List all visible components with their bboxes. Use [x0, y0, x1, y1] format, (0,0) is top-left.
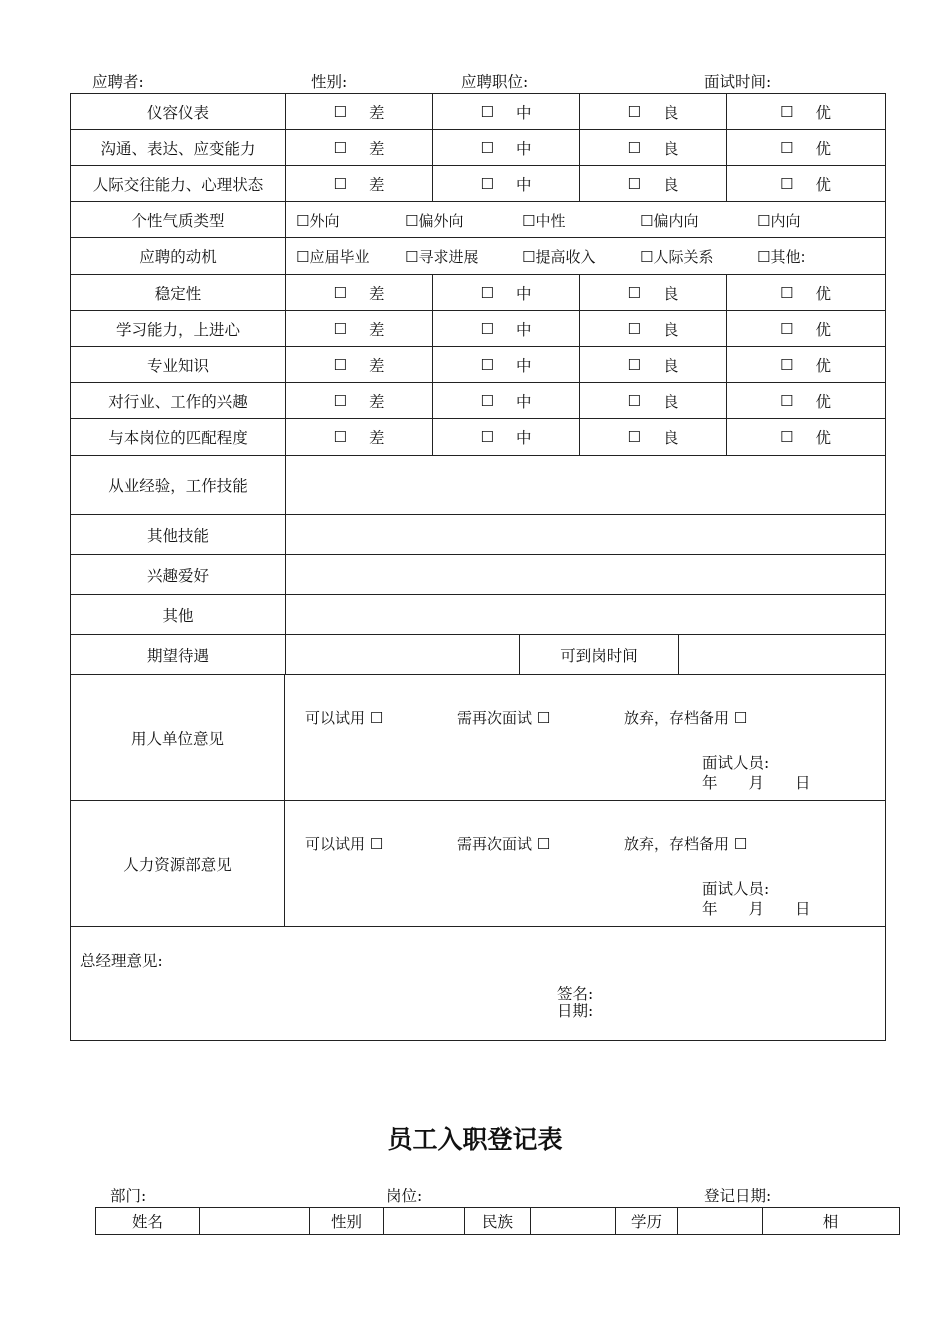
expected-salary-label: 期望待遇	[146, 646, 209, 665]
ethnicity-field[interactable]	[531, 1208, 615, 1233]
rating-option[interactable]	[727, 275, 884, 310]
checkbox-icon[interactable]: ☐	[780, 138, 794, 157]
rating-option[interactable]	[580, 275, 726, 310]
gender-label: 性别:	[311, 73, 348, 91]
rating-option-label: 中	[515, 428, 532, 447]
hr-date-label: 年 月 日	[702, 900, 811, 918]
checkbox-icon[interactable]: ☐	[333, 283, 347, 302]
ethnicity-label: 民族	[481, 1212, 513, 1231]
rating-option[interactable]	[580, 311, 726, 346]
motivation-option-graduate[interactable]: ☐应届毕业	[296, 248, 370, 266]
rating-row-label: 与本岗位的匹配程度	[108, 428, 248, 447]
hr-opinion-reinterview-option[interactable]: 需再次面试 ☐	[457, 835, 551, 853]
checkbox-icon[interactable]: ☐	[480, 174, 494, 193]
rating-option-label: 优	[815, 356, 831, 375]
rating-option[interactable]	[286, 347, 432, 382]
checkbox-icon[interactable]: ☐	[480, 427, 494, 446]
checkbox-icon[interactable]: ☐	[627, 319, 641, 338]
rating-option-label: 差	[368, 103, 385, 122]
motivation-option-income[interactable]: ☐提高收入	[522, 248, 596, 266]
checkbox-icon[interactable]: ☐	[780, 319, 794, 338]
personality-option-somewhat-extrovert[interactable]: ☐偏外向	[405, 212, 464, 230]
checkbox-icon[interactable]: ☐	[627, 102, 641, 121]
education-label: 学历	[630, 1212, 662, 1231]
checkbox-icon[interactable]: ☐	[333, 138, 347, 157]
checkbox-icon[interactable]: ☐	[480, 102, 494, 121]
rating-row-label: 专业知识	[146, 356, 209, 375]
rating-option-label: 差	[368, 320, 385, 339]
rating-option-label: 优	[815, 428, 831, 447]
checkbox-icon[interactable]: ☐	[780, 427, 794, 446]
rating-option-label: 优	[815, 139, 831, 158]
motivation-option-development[interactable]: ☐寻求进展	[405, 248, 479, 266]
rating-option-label: 中	[515, 356, 532, 375]
rating-option-label: 优	[815, 320, 831, 339]
row-line	[70, 926, 885, 927]
rating-row-label: 稳定性	[154, 284, 202, 303]
rating-option[interactable]	[286, 419, 432, 454]
checkbox-icon[interactable]: ☐	[780, 102, 794, 121]
rating-option-label: 中	[515, 139, 532, 158]
rating-option[interactable]	[433, 166, 579, 201]
checkbox-icon[interactable]: ☐	[627, 391, 641, 410]
gm-signature-label: 签名:	[557, 985, 594, 1003]
rating-option-label: 中	[515, 284, 532, 303]
rating-option[interactable]	[433, 383, 579, 418]
rating-option-label: 良	[662, 392, 679, 411]
rating-option[interactable]	[727, 311, 884, 346]
hr-opinion-archive-option[interactable]: 放弃，存档备用 ☐	[624, 835, 748, 853]
name-field[interactable]	[200, 1208, 309, 1233]
rating-option-label: 差	[368, 356, 385, 375]
other-skills-label: 其他技能	[146, 526, 209, 545]
hr-opinion-label: 人力资源部意见	[123, 855, 232, 874]
post-label: 岗位:	[386, 1187, 423, 1205]
available-date-label: 可到岗时间	[560, 646, 638, 665]
rating-option-label: 良	[662, 175, 679, 194]
checkbox-icon[interactable]: ☐	[480, 319, 494, 338]
hr-interviewer-label: 面试人员:	[702, 880, 770, 898]
rating-option-label: 良	[662, 356, 679, 375]
rating-option[interactable]	[727, 94, 884, 129]
rating-option-label: 良	[662, 284, 679, 303]
rating-option-label: 良	[662, 139, 679, 158]
rating-option[interactable]	[286, 383, 432, 418]
personality-option-extrovert[interactable]: ☐外向	[296, 212, 340, 230]
personality-option-somewhat-introvert[interactable]: ☐偏内向	[640, 212, 699, 230]
rating-row-label: 仪容仪表	[146, 103, 209, 122]
rating-option[interactable]	[727, 130, 884, 165]
hobbies-field[interactable]	[286, 555, 884, 594]
rating-option-label: 优	[815, 284, 831, 303]
rating-option[interactable]	[727, 419, 884, 454]
name-label: 姓名	[131, 1212, 163, 1231]
checkbox-icon[interactable]: ☐	[333, 427, 347, 446]
motivation-option-other[interactable]: ☐其他:	[757, 248, 806, 266]
experience-skills-label: 从业经验，工作技能	[108, 477, 248, 495]
rating-option[interactable]	[727, 166, 884, 201]
applicant-label: 应聘者:	[92, 73, 144, 91]
rating-row-label: 学习能力，上进心	[115, 320, 240, 339]
checkbox-icon[interactable]: ☐	[627, 138, 641, 157]
rating-option-label: 优	[815, 175, 831, 194]
rating-option[interactable]	[433, 130, 579, 165]
experience-skills-field[interactable]	[286, 456, 884, 514]
rating-row-label: 人际交往能力、心理状态	[92, 175, 264, 194]
hobbies-label: 兴趣爱好	[146, 566, 209, 585]
rating-option-label: 中	[515, 175, 532, 194]
rating-option-label: 良	[662, 428, 679, 447]
rating-option[interactable]	[580, 166, 726, 201]
rating-option-label: 良	[662, 320, 679, 339]
checkbox-icon[interactable]: ☐	[480, 355, 494, 374]
interview-time-label: 面试时间:	[704, 73, 772, 91]
checkbox-icon[interactable]: ☐	[627, 174, 641, 193]
personality-option-neutral[interactable]: ☐中性	[522, 212, 566, 230]
rating-option-label: 差	[368, 428, 385, 447]
personality-option-introvert[interactable]: ☐内向	[757, 212, 801, 230]
personality-label: 个性气质类型	[131, 211, 225, 230]
checkbox-icon[interactable]: ☐	[333, 319, 347, 338]
department-label: 部门:	[110, 1187, 147, 1205]
available-date-field[interactable]	[679, 635, 884, 674]
dept-opinion-trial-option[interactable]: 可以试用 ☐	[305, 709, 384, 727]
checkbox-icon[interactable]: ☐	[780, 355, 794, 374]
other-skills-field[interactable]	[286, 515, 884, 554]
rating-option[interactable]	[286, 94, 432, 129]
rating-option-label: 差	[368, 139, 385, 158]
checkbox-icon[interactable]: ☐	[333, 355, 347, 374]
rating-option[interactable]	[580, 383, 726, 418]
rating-option-label: 优	[815, 392, 831, 411]
rating-option[interactable]	[286, 130, 432, 165]
hr-opinion-trial-option[interactable]: 可以试用 ☐	[305, 835, 384, 853]
onboarding-form-title: 员工入职登记表	[387, 1125, 563, 1154]
checkbox-icon[interactable]: ☐	[627, 355, 641, 374]
rating-option-label: 良	[662, 103, 679, 122]
rating-option[interactable]	[433, 275, 579, 310]
checkbox-icon[interactable]: ☐	[333, 102, 347, 121]
rating-option[interactable]	[433, 311, 579, 346]
checkbox-icon[interactable]: ☐	[480, 391, 494, 410]
dept-interviewer-label: 面试人员:	[702, 754, 770, 772]
checkbox-icon[interactable]: ☐	[780, 283, 794, 302]
motivation-option-relationships[interactable]: ☐人际关系	[640, 248, 714, 266]
register-date-label: 登记日期:	[704, 1187, 772, 1205]
rating-option[interactable]	[433, 347, 579, 382]
dept-opinion-label: 用人单位意见	[130, 729, 224, 748]
rating-option[interactable]	[433, 419, 579, 454]
rating-option[interactable]	[580, 419, 726, 454]
rating-option[interactable]	[580, 130, 726, 165]
rating-option[interactable]	[433, 94, 579, 129]
checkbox-icon[interactable]: ☐	[333, 391, 347, 410]
rating-option-label: 中	[515, 320, 532, 339]
photo-label: 相	[822, 1212, 839, 1231]
rating-option[interactable]	[727, 383, 884, 418]
checkbox-icon[interactable]: ☐	[333, 174, 347, 193]
checkbox-icon[interactable]: ☐	[480, 138, 494, 157]
rating-option[interactable]	[580, 94, 726, 129]
other-field[interactable]	[286, 595, 884, 634]
rating-option[interactable]	[580, 347, 726, 382]
other-label: 其他	[162, 606, 194, 625]
rating-row-label: 对行业、工作的兴趣	[108, 392, 248, 411]
rating-option-label: 差	[368, 284, 385, 303]
rating-option-label: 中	[515, 103, 532, 122]
dept-date-label: 年 月 日	[702, 774, 811, 792]
motivation-label: 应聘的动机	[139, 248, 217, 266]
dept-opinion-archive-option[interactable]: 放弃，存档备用 ☐	[624, 709, 748, 727]
rating-option[interactable]	[727, 347, 884, 382]
rating-option[interactable]	[286, 275, 432, 310]
rating-option-label: 差	[368, 392, 385, 411]
rating-row-label: 沟通、表达、应变能力	[100, 139, 256, 158]
rating-option[interactable]	[286, 311, 432, 346]
position-label: 应聘职位:	[461, 73, 529, 91]
education-field[interactable]	[678, 1208, 762, 1233]
gm-opinion-label: 总经理意见:	[80, 952, 163, 970]
checkbox-icon[interactable]: ☐	[627, 427, 641, 446]
dept-opinion-reinterview-option[interactable]: 需再次面试 ☐	[457, 709, 551, 727]
checkbox-icon[interactable]: ☐	[627, 283, 641, 302]
rating-option-label: 差	[368, 175, 385, 194]
checkbox-icon[interactable]: ☐	[780, 391, 794, 410]
gm-date-label: 日期:	[557, 1002, 594, 1020]
expected-salary-field[interactable]	[286, 635, 519, 674]
gender-cell-label: 性别	[330, 1212, 362, 1231]
rating-option-label: 优	[815, 103, 831, 122]
rating-option-label: 中	[515, 392, 532, 411]
rating-option[interactable]	[286, 166, 432, 201]
checkbox-icon[interactable]: ☐	[780, 174, 794, 193]
checkbox-icon[interactable]: ☐	[480, 283, 494, 302]
gender-field[interactable]	[384, 1208, 464, 1233]
